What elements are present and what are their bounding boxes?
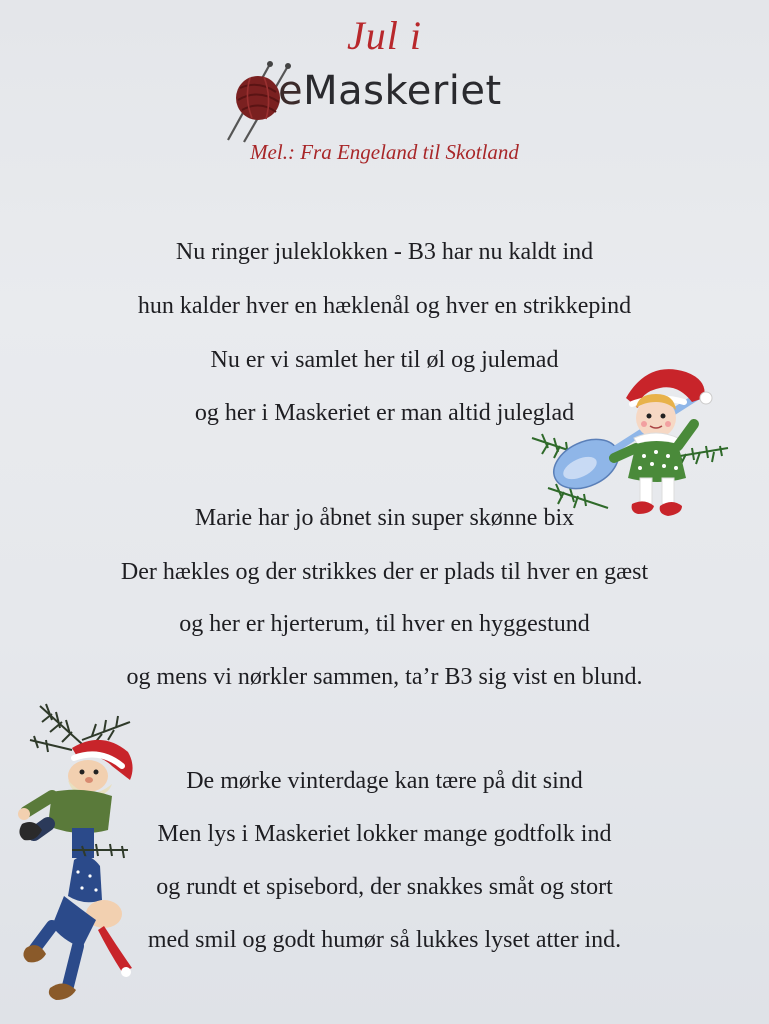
verse-3-line-1: De mørke vinterdage kan tære på dit sind (186, 768, 583, 794)
verse-2-line-4: og mens vi nørkler sammen, ta’r B3 sig vist en blund. (126, 664, 643, 690)
page-title: Jul i (347, 13, 422, 58)
christmas-elf-with-spoon-icon (528, 358, 733, 533)
maskeriet-logo (222, 58, 552, 148)
verse-3-line-4: med smil og godt humør så lukkes lyset atter ind. (147, 927, 622, 953)
logo-prefix: e (278, 68, 304, 114)
climbing-gnomes-icon (12, 700, 142, 1010)
verse-1-line-4: og her i Maskeriet er man altid juleglad (194, 400, 575, 426)
verse-3-line-3: og rundt et spisebord, der snakkes småt og stort (156, 874, 613, 900)
verse-3-line-2: Men lys i Maskeriet lokker mange godtfolk ind (157, 821, 612, 847)
logo-name: Maskeriet (303, 68, 502, 114)
verse-1-line-3: Nu er vi samlet her til øl og julemad (210, 347, 559, 373)
verse-1-line-1: Nu ringer juleklokken - B3 har nu kaldt ind (175, 239, 594, 265)
logo-text (278, 68, 502, 114)
verse-1-line-2: hun kalder hver en hæklenål og hver en strikkepind (137, 293, 632, 319)
verse-2-line-1: Marie har jo åbnet sin super skønne bix (194, 505, 575, 531)
verse-2-line-3: og her er hjerterum, til hver en hyggestund (179, 611, 590, 637)
melody-credit: Mel.: Fra Engeland til Skotland (250, 140, 519, 164)
verse-2-line-2: Der hækles og der strikkes der er plads til hver en gæst (120, 559, 649, 585)
